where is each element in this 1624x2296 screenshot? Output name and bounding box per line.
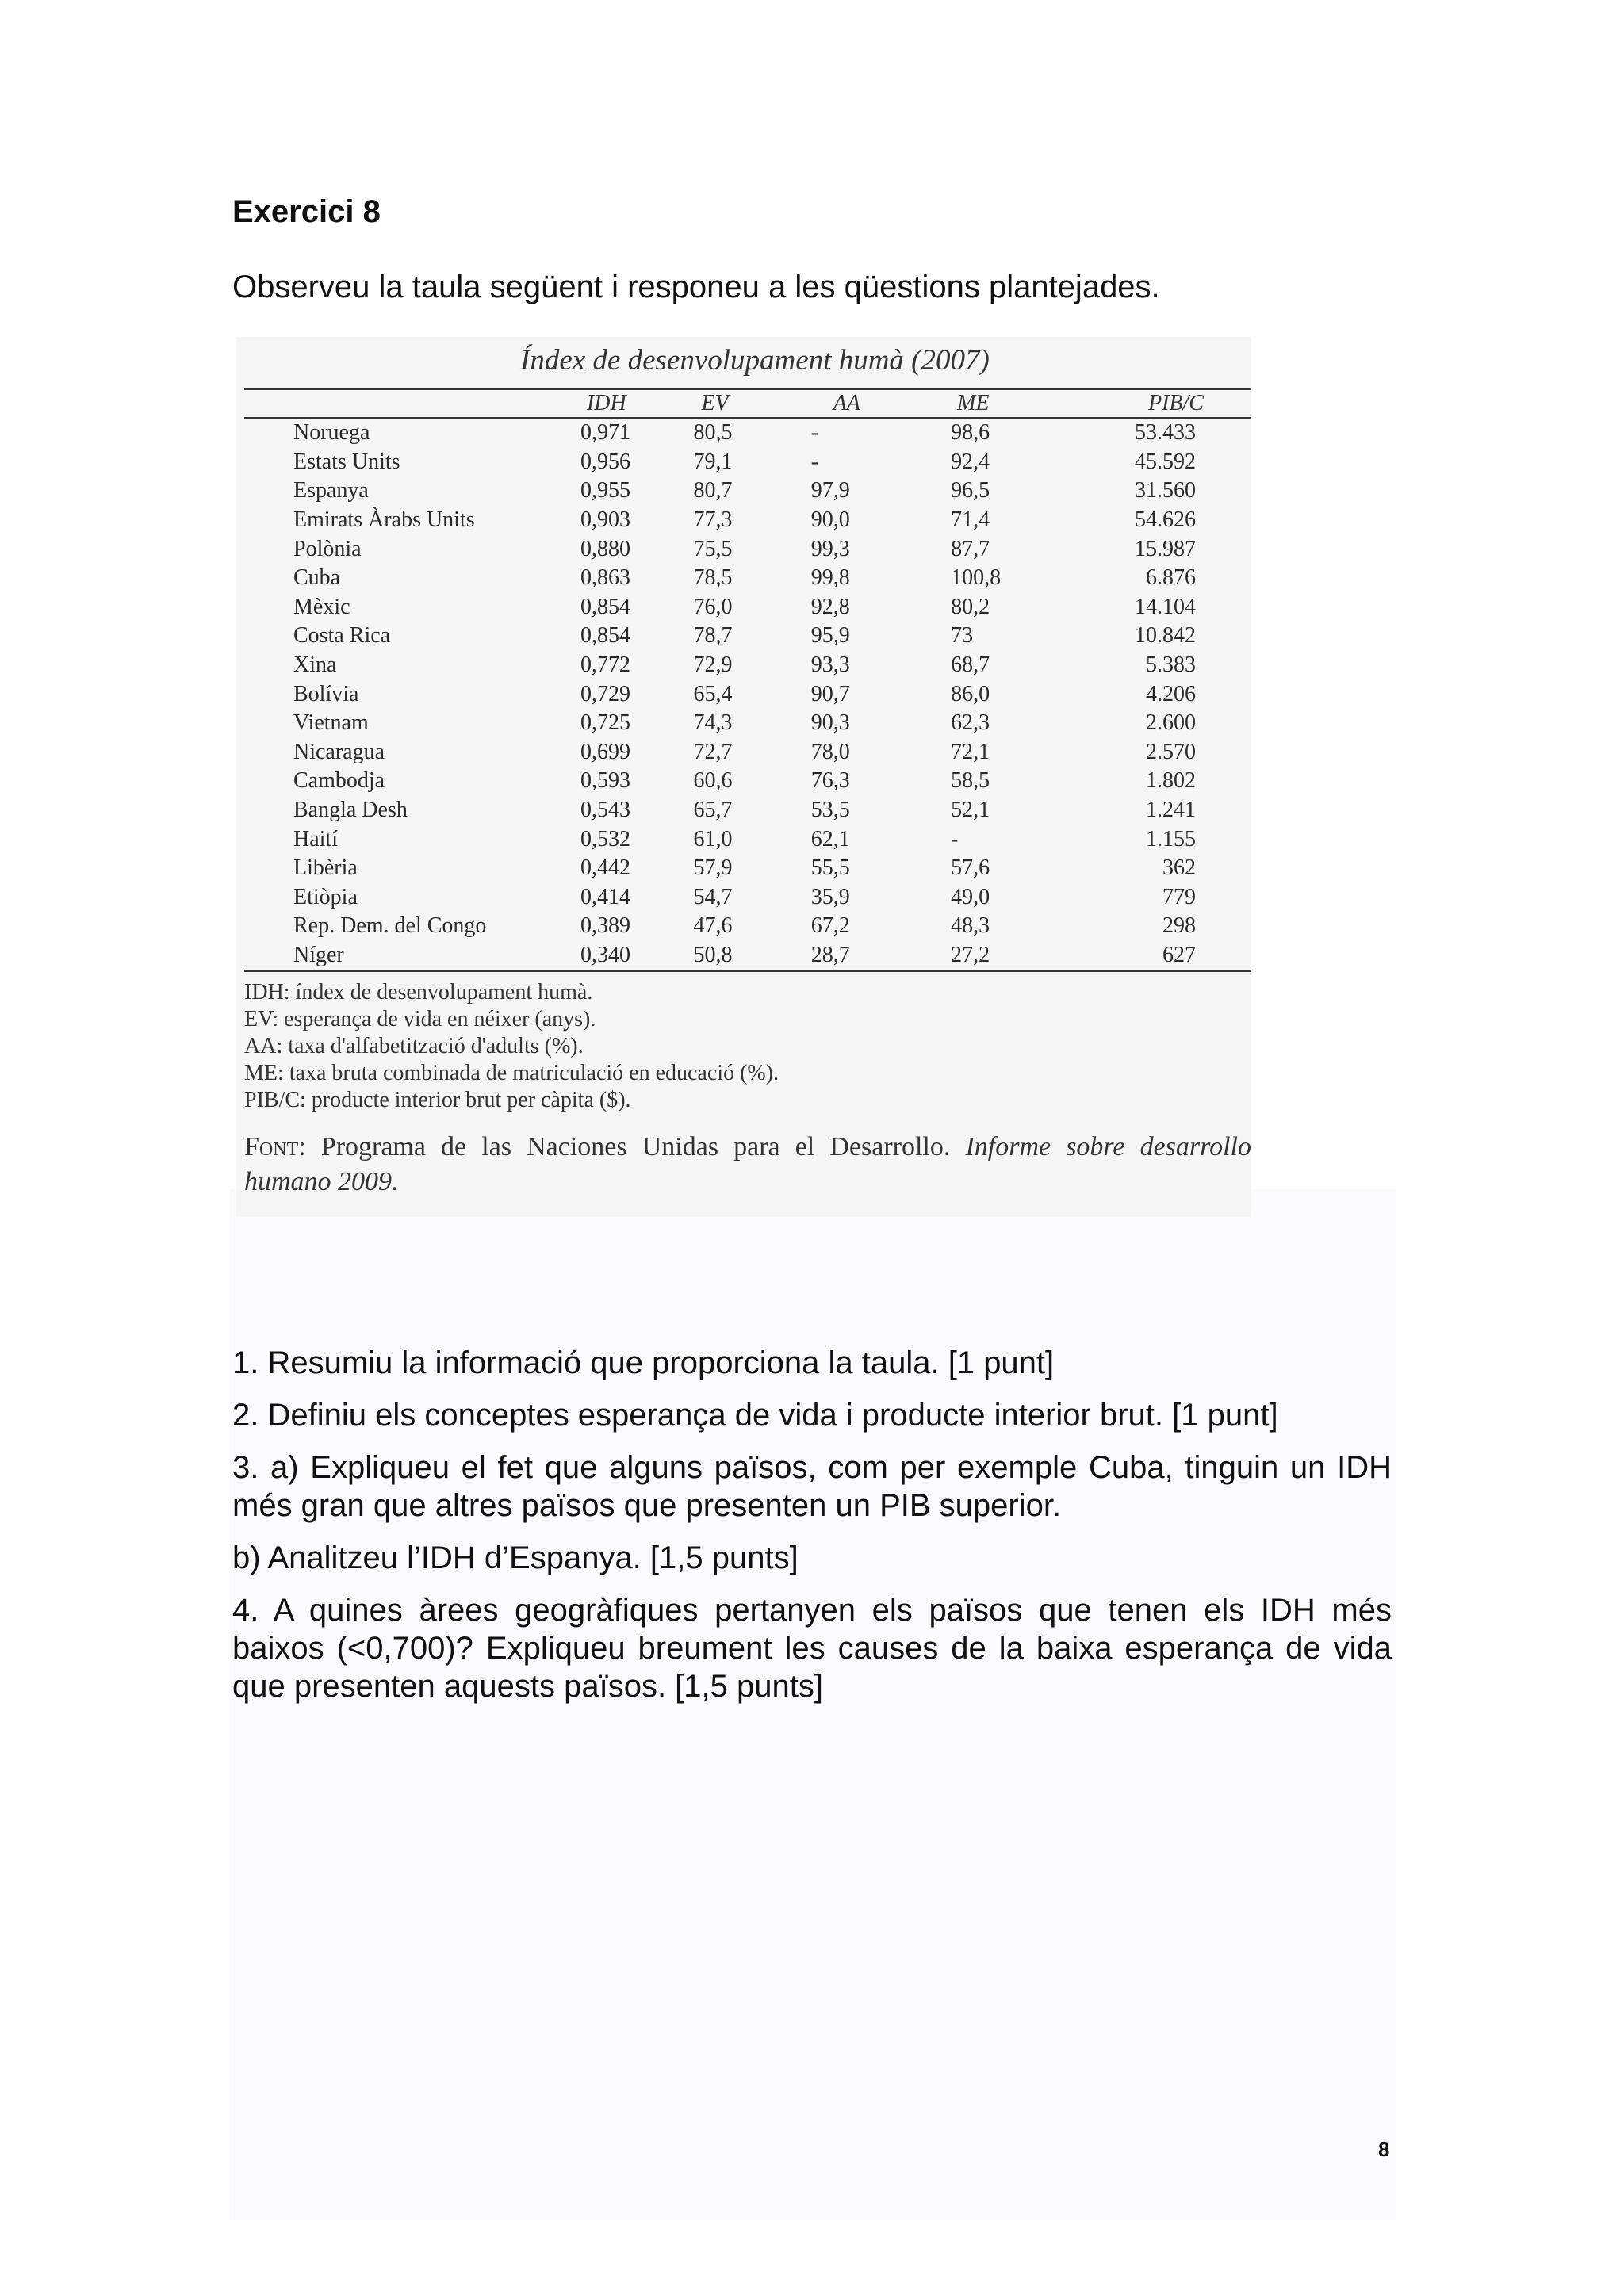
hdi-table-figure bbox=[236, 337, 1251, 1217]
cell-country: Xina bbox=[293, 652, 337, 678]
cell-idh: 0,903 bbox=[580, 507, 630, 533]
cell-country: Níger bbox=[244, 941, 580, 971]
header-country bbox=[244, 389, 580, 419]
questions-list bbox=[232, 1344, 1392, 1720]
cell-ev: 72,9 bbox=[693, 652, 733, 678]
cell-pib: 45.592 bbox=[1135, 449, 1196, 474]
cell-pib: 2.570 bbox=[1146, 739, 1196, 764]
cell-pib: 2.600 bbox=[1146, 710, 1196, 736]
cell-me: 52,1 bbox=[951, 798, 990, 823]
cell-pib: 4.206 bbox=[1146, 681, 1196, 706]
cell-aa: 95,9 bbox=[810, 623, 850, 649]
cell-ev: 79,1 bbox=[693, 449, 733, 474]
cell-me: 80,2 bbox=[951, 594, 990, 619]
cell-pib: 54.626 bbox=[1135, 507, 1196, 533]
cell-idh: 0,532 bbox=[580, 826, 630, 851]
header-pib: PIB/C bbox=[1067, 389, 1251, 419]
cell-aa: 28,7 bbox=[811, 941, 951, 971]
table-row bbox=[244, 767, 1251, 796]
cell-country: Costa Rica bbox=[293, 623, 391, 649]
question-3a: 3. a) Expliqueu el fet que alguns països, com per exemple Cuba, tinguin un IDH més gran que altres països que presenten un PIB superior. bbox=[232, 1450, 1392, 1523]
cell-ev: 80,7 bbox=[693, 478, 733, 503]
cell-me: 71,4 bbox=[951, 507, 990, 533]
cell-ev: 78,5 bbox=[693, 565, 733, 591]
cell-aa: 90,3 bbox=[810, 710, 850, 736]
cell-aa: 53,5 bbox=[810, 798, 850, 823]
cell-me: 96,5 bbox=[951, 478, 990, 503]
cell-me: 62,3 bbox=[951, 710, 990, 736]
cell-aa: 76,3 bbox=[810, 768, 850, 794]
page-number: 8 bbox=[1378, 2137, 1390, 2161]
cell-me: 27,2 bbox=[951, 941, 1067, 971]
cell-pib: 362 bbox=[1162, 855, 1196, 881]
cell-me: 72,1 bbox=[951, 739, 990, 764]
exercise-heading: Exercici 8 bbox=[232, 194, 381, 229]
cell-ev: 76,0 bbox=[693, 594, 733, 619]
cell-me: 92,4 bbox=[951, 449, 990, 474]
cell-idh: 0,854 bbox=[580, 623, 630, 649]
note-ev: EV: esperança de vida en néixer (anys). bbox=[244, 1007, 596, 1031]
table-row bbox=[244, 534, 1251, 564]
cell-aa: 62,1 bbox=[810, 826, 850, 851]
table-row bbox=[244, 854, 1251, 883]
source-lead: Font: bbox=[244, 1132, 306, 1161]
cell-idh: 0,414 bbox=[580, 884, 630, 909]
cell-pib: 14.104 bbox=[1135, 594, 1196, 619]
table-row bbox=[244, 738, 1251, 767]
cell-aa: 93,3 bbox=[810, 652, 850, 678]
cell-idh: 0,971 bbox=[580, 420, 630, 446]
cell-country: Polònia bbox=[293, 536, 362, 561]
question-2: 2. Definiu els conceptes esperança de vida i producte interior brut. [1 punt] bbox=[232, 1398, 1278, 1433]
cell-pib: 298 bbox=[1162, 913, 1196, 939]
header-me: ME bbox=[951, 389, 1067, 419]
cell-idh: 0,854 bbox=[580, 594, 630, 619]
table-title: Índex de desenvolupament humà (2007) bbox=[520, 344, 990, 377]
cell-country: Bolívia bbox=[293, 681, 359, 706]
note-idh: IDH: índex de desenvolupament humà. bbox=[244, 980, 593, 1004]
cell-idh: 0,956 bbox=[580, 449, 630, 474]
cell-country: Estats Units bbox=[293, 449, 400, 474]
cell-country: Vietnam bbox=[293, 710, 369, 736]
cell-pib: 15.987 bbox=[1135, 536, 1196, 561]
question-1: 1. Resumiu la informació que proporciona la taula. [1 punt] bbox=[232, 1345, 1055, 1380]
header-aa: AA bbox=[811, 389, 951, 419]
cell-me: 48,3 bbox=[951, 913, 990, 939]
cell-pib: 6.876 bbox=[1146, 565, 1196, 591]
table-row bbox=[244, 593, 1251, 622]
cell-me: 49,0 bbox=[951, 884, 990, 909]
cell-ev: 74,3 bbox=[693, 710, 733, 736]
table-row bbox=[244, 679, 1251, 709]
cell-me: 87,7 bbox=[951, 536, 990, 561]
cell-pib: 779 bbox=[1162, 884, 1196, 909]
cell-aa: 99,8 bbox=[810, 565, 850, 591]
cell-pib: 53.433 bbox=[1135, 420, 1196, 446]
cell-country: Libèria bbox=[293, 855, 358, 881]
cell-idh: 0,442 bbox=[580, 855, 630, 881]
table-row bbox=[244, 796, 1251, 825]
hdi-table bbox=[244, 388, 1251, 972]
table-source bbox=[244, 1130, 1251, 1200]
cell-me: 86,0 bbox=[951, 681, 990, 706]
table-row bbox=[244, 418, 1251, 448]
cell-aa: 67,2 bbox=[810, 913, 850, 939]
cell-ev: 65,4 bbox=[693, 681, 733, 706]
cell-idh: 0,863 bbox=[580, 565, 630, 591]
question-4: 4. A quines àrees geogràfiques pertanyen els països que tenen els IDH més baixos (<0,700)? Expliqueu breument les causes de la baixa esperança de vida que presenten aquests països. [1,5 punts] bbox=[232, 1593, 1392, 1704]
note-aa: AA: taxa d'alfabetització d'adults (%). bbox=[244, 1034, 584, 1058]
cell-aa: - bbox=[810, 420, 819, 446]
cell-country: Cambodja bbox=[293, 768, 385, 794]
table-row bbox=[244, 448, 1251, 477]
cell-me: 98,6 bbox=[951, 420, 990, 446]
cell-aa: 92,8 bbox=[810, 594, 850, 619]
question-3b: b) Analitzeu l’IDH d’Espanya. [1,5 punts] bbox=[232, 1540, 799, 1575]
cell-pib: 5.383 bbox=[1146, 652, 1196, 678]
cell-me: 68,7 bbox=[951, 652, 990, 678]
cell-me: 57,6 bbox=[951, 855, 990, 881]
cell-idh: 0,389 bbox=[580, 913, 630, 939]
table-row bbox=[244, 941, 1251, 971]
cell-idh: 0,772 bbox=[580, 652, 630, 678]
cell-idh: 0,340 bbox=[580, 941, 694, 971]
cell-ev: 80,5 bbox=[693, 420, 733, 446]
cell-aa: 97,9 bbox=[810, 478, 850, 503]
cell-country: Rep. Dem. del Congo bbox=[293, 913, 487, 939]
cell-me: 73 bbox=[951, 623, 974, 649]
cell-country: Noruega bbox=[293, 420, 370, 446]
exercise-intro: Observeu la taula següent i responeu a les qüestions plantejades. bbox=[232, 270, 1160, 304]
cell-country: Nicaragua bbox=[293, 739, 385, 764]
cell-ev: 72,7 bbox=[693, 739, 733, 764]
table-notes bbox=[244, 979, 779, 1114]
cell-idh: 0,955 bbox=[580, 478, 630, 503]
cell-idh: 0,543 bbox=[580, 798, 630, 823]
source-report-title: Informe sobre desarrollo humano 2009. bbox=[244, 1132, 1251, 1196]
table-row bbox=[244, 883, 1251, 913]
cell-country: Cuba bbox=[293, 565, 341, 591]
cell-ev: 60,6 bbox=[693, 768, 733, 794]
cell-country: Espanya bbox=[293, 478, 369, 503]
cell-pib: 31.560 bbox=[1135, 478, 1196, 503]
cell-pib: 1.802 bbox=[1146, 768, 1196, 794]
cell-country: Bangla Desh bbox=[293, 798, 408, 823]
cell-idh: 0,725 bbox=[580, 710, 630, 736]
cell-idh: 0,729 bbox=[580, 681, 630, 706]
cell-country: Emirats Àrabs Units bbox=[293, 507, 475, 533]
header-idh: IDH bbox=[580, 389, 694, 419]
cell-ev: 50,8 bbox=[694, 941, 811, 971]
cell-aa: 99,3 bbox=[810, 536, 850, 561]
cell-pib: 1.155 bbox=[1146, 826, 1196, 851]
note-pib: PIB/C: producte interior brut per càpita ($). bbox=[244, 1088, 631, 1112]
cell-idh: 0,699 bbox=[580, 739, 630, 764]
cell-idh: 0,880 bbox=[580, 536, 630, 561]
cell-aa: 55,5 bbox=[810, 855, 850, 881]
cell-me: 58,5 bbox=[951, 768, 990, 794]
cell-aa: 90,7 bbox=[810, 681, 850, 706]
cell-aa: - bbox=[810, 449, 819, 474]
table-row bbox=[244, 709, 1251, 738]
cell-ev: 65,7 bbox=[693, 798, 733, 823]
cell-idh: 0,593 bbox=[580, 768, 630, 794]
note-me: ME: taxa bruta combinada de matriculació en educació (%). bbox=[244, 1061, 779, 1085]
table-row bbox=[244, 564, 1251, 593]
cell-pib: 1.241 bbox=[1146, 798, 1196, 823]
table-row bbox=[244, 622, 1251, 651]
cell-me: 100,8 bbox=[951, 565, 1002, 591]
cell-aa: 90,0 bbox=[810, 507, 850, 533]
cell-country: Mèxic bbox=[293, 594, 350, 619]
table-row bbox=[244, 506, 1251, 535]
cell-aa: 78,0 bbox=[810, 739, 850, 764]
cell-pib: 10.842 bbox=[1135, 623, 1196, 649]
source-text: Programa de las Naciones Unidas para el Desarrollo. bbox=[305, 1132, 966, 1161]
table-row bbox=[244, 825, 1251, 854]
cell-ev: 54,7 bbox=[693, 884, 733, 909]
table-row bbox=[244, 651, 1251, 680]
cell-ev: 47,6 bbox=[693, 913, 733, 939]
cell-ev: 77,3 bbox=[693, 507, 733, 533]
cell-ev: 61,0 bbox=[693, 826, 733, 851]
cell-aa: 35,9 bbox=[810, 884, 850, 909]
cell-ev: 75,5 bbox=[693, 536, 733, 561]
table-header-row bbox=[244, 389, 1251, 419]
cell-me: - bbox=[951, 826, 959, 851]
cell-country: Haití bbox=[293, 826, 338, 851]
table-body bbox=[244, 418, 1251, 971]
cell-ev: 57,9 bbox=[693, 855, 733, 881]
table-row bbox=[244, 912, 1251, 941]
table-row bbox=[244, 476, 1251, 506]
cell-ev: 78,7 bbox=[693, 623, 733, 649]
cell-country: Etiòpia bbox=[293, 884, 358, 909]
header-ev: EV bbox=[694, 389, 811, 419]
cell-pib: 627 bbox=[1067, 941, 1251, 971]
